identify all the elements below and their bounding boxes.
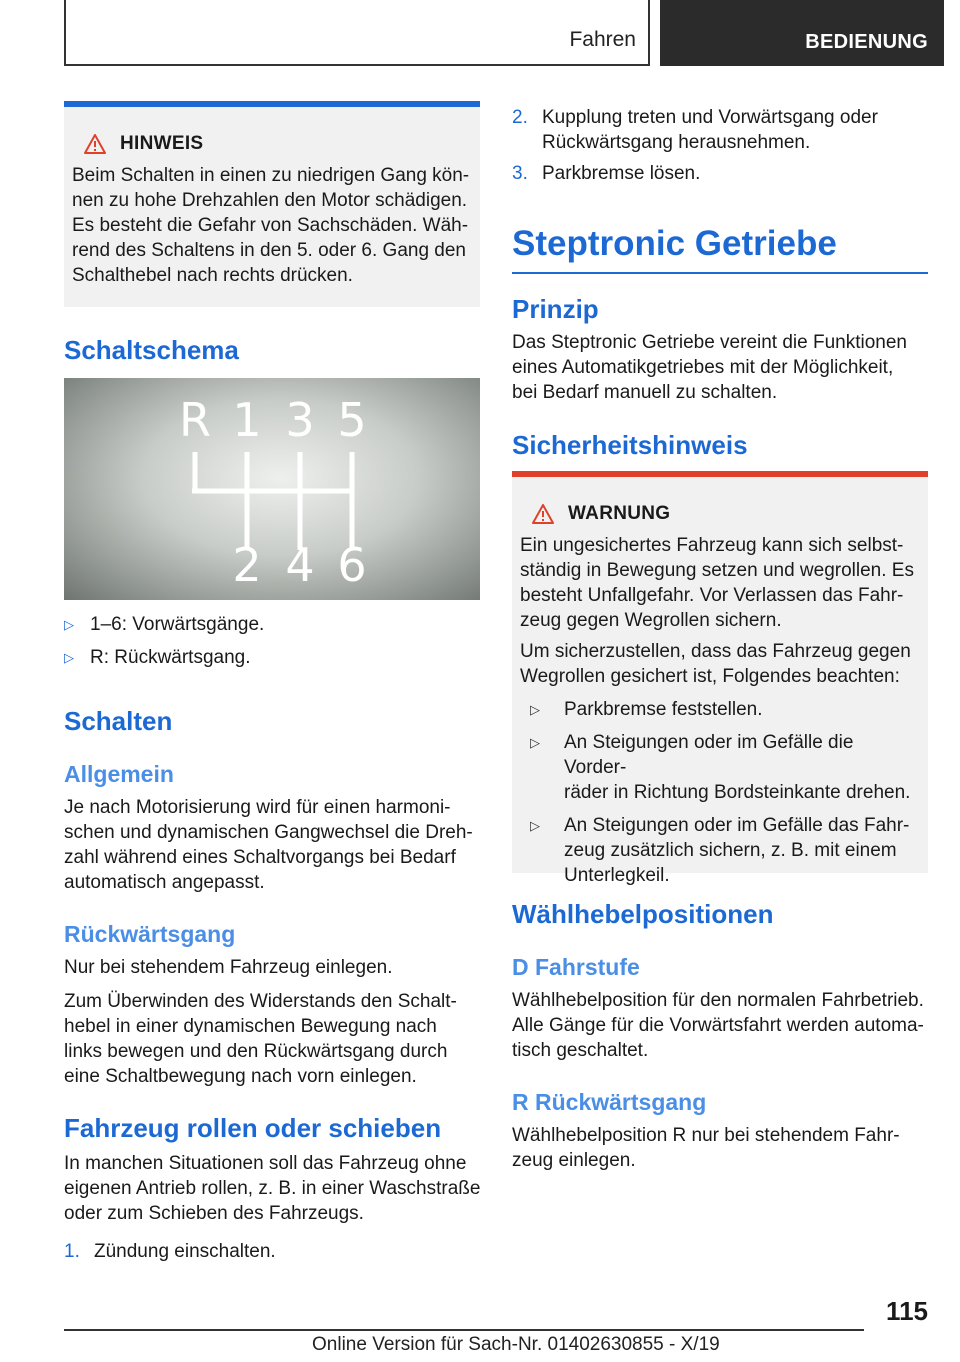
warnung-box (512, 471, 928, 886)
rollen-text: In manchen Situationen soll das Fahrzeug ohne eigenen Antrieb rollen, z. B. in einer Waschstraße oder zum Schieben des Fahrzeugs. (64, 1153, 481, 1224)
list-item: ▷ R: Rückwärtsgang. (64, 647, 251, 668)
page-header (64, 0, 944, 66)
warning-triangle-icon (72, 134, 118, 154)
warnung-label: WARNUNG (568, 503, 671, 524)
gear-label-1: 1 (232, 393, 262, 447)
rollen-heading: Fahrzeug rollen oder schieben (64, 1113, 442, 1143)
gear-label-5: 5 (337, 393, 367, 447)
triangle-bullet-icon: ▷ (530, 735, 540, 750)
warnung-list (530, 697, 918, 888)
chapter-title: BEDIENUNG (805, 31, 928, 53)
warning-triangle-icon (520, 504, 566, 524)
gear-legend-list (64, 612, 264, 678)
schalten-heading: Schalten (64, 706, 173, 736)
allgemein-text: Je nach Motorisierung wird für einen harmoni- schen und dynamischen Gangwechsel die Dreh- zahl während eines Schaltvorgangs bei Bedarf automatisch angepasst. (64, 797, 473, 893)
gear-label-r: R (179, 393, 211, 447)
triangle-bullet-icon: ▷ (530, 702, 540, 717)
shift-pattern-image (64, 378, 480, 600)
warnung-text-1: Ein ungesichertes Fahrzeug kann sich selbst- ständig in Bewegung setzen und wegrollen. Es besteht Unfallgefahr. Vor Verlassen das Fahr- zeug gegen Wegrollen sichern. (520, 535, 914, 631)
allgemein-heading: Allgemein (64, 761, 174, 787)
gear-label-3: 3 (285, 393, 315, 447)
list-item: ▷ An Steigungen oder im Gefälle die Vorder- räder in Richtung Bordsteinkante drehen. (530, 732, 911, 803)
schaltschema-heading: Schaltschema (64, 335, 239, 365)
prinzip-heading: Prinzip (512, 294, 599, 324)
hinweis-box (64, 101, 480, 307)
waehlhebel-heading: Wählhebelpositionen (512, 899, 774, 929)
list-item: 1. Zündung einschalten. (64, 1241, 276, 1262)
triangle-bullet-icon: ▷ (530, 818, 540, 833)
rollen-steps-continued (512, 105, 928, 192)
hinweis-text: Beim Schalten in einen zu niedrigen Gang kön- nen zu hohe Drehzahlen den Motor schädigen. Es besteht die Gefahr von Sachschäden. Wäh- rend des Schaltens in den 5. oder 6. Gang den Schalthebel nach rechts drücken. (72, 165, 470, 286)
rueckwaertsgang-text-1: Nur bei stehendem Fahrzeug einlegen. (64, 957, 393, 978)
list-item: ▷ Parkbremse feststellen. (530, 699, 763, 720)
d-fahrstufe-text: Wählhebelposition für den normalen Fahrbetrieb. Alle Gänge für die Vorwärtsfahrt werden automa- tisch geschaltet. (512, 990, 924, 1061)
list-item: ▷ An Steigungen oder im Gefälle das Fahr- zeug zusätzlich sichern, z. B. mit einem Unterlegkeil. (530, 815, 910, 886)
triangle-bullet-icon: ▷ (64, 650, 74, 665)
chapter-tab (660, 0, 944, 66)
rueckwaertsgang-text-2: Zum Überwinden des Widerstands den Schalt- hebel in einer dynamischen Bewegung nach links bewegen und den Rückwärtsgang durch eine Schaltbewegung nach vorn einlegen. (64, 991, 457, 1087)
gear-label-2: 2 (232, 538, 262, 592)
page-number: 115 (886, 1296, 928, 1326)
triangle-bullet-icon: ▷ (64, 617, 74, 632)
list-item: 3. Parkbremse lösen. (512, 163, 701, 184)
r-rueckwaertsgang-heading: R Rückwärtsgang (512, 1089, 707, 1115)
rueckwaertsgang-heading: Rückwärtsgang (64, 921, 236, 947)
gear-label-6: 6 (337, 538, 367, 592)
d-fahrstufe-heading: D Fahrstufe (512, 954, 640, 980)
section-title: Fahren (569, 28, 636, 51)
warnung-text-2: Um sicherzustellen, dass das Fahrzeug gegen Wegrollen gesichert ist, Folgendes beachten: (520, 641, 911, 687)
r-rueckwaertsgang-text: Wählhebelposition R nur bei stehendem Fahr- zeug einlegen. (512, 1125, 900, 1171)
footer-text: Online Version für Sach-Nr. 01402630855 - X/19 (312, 1334, 720, 1355)
hinweis-label: HINWEIS (120, 133, 204, 154)
list-item: 2. Kupplung treten und Vorwärtsgang oder Rückwärtsgang herausnehmen. (512, 107, 878, 153)
section-tab (64, 0, 650, 66)
footer-divider (64, 1329, 864, 1331)
list-item: ▷ 1–6: Vorwärtsgänge. (64, 614, 265, 635)
steptronic-heading: Steptronic Getriebe (512, 224, 928, 274)
rollen-steps (64, 1239, 276, 1270)
gear-label-4: 4 (285, 538, 315, 592)
prinzip-text: Das Steptronic Getriebe vereint die Funktionen eines Automatikgetriebes mit der Möglichkeit, bei Bedarf manuell zu schalten. (512, 332, 907, 403)
sicherheitshinweis-heading: Sicherheitshinweis (512, 430, 748, 460)
